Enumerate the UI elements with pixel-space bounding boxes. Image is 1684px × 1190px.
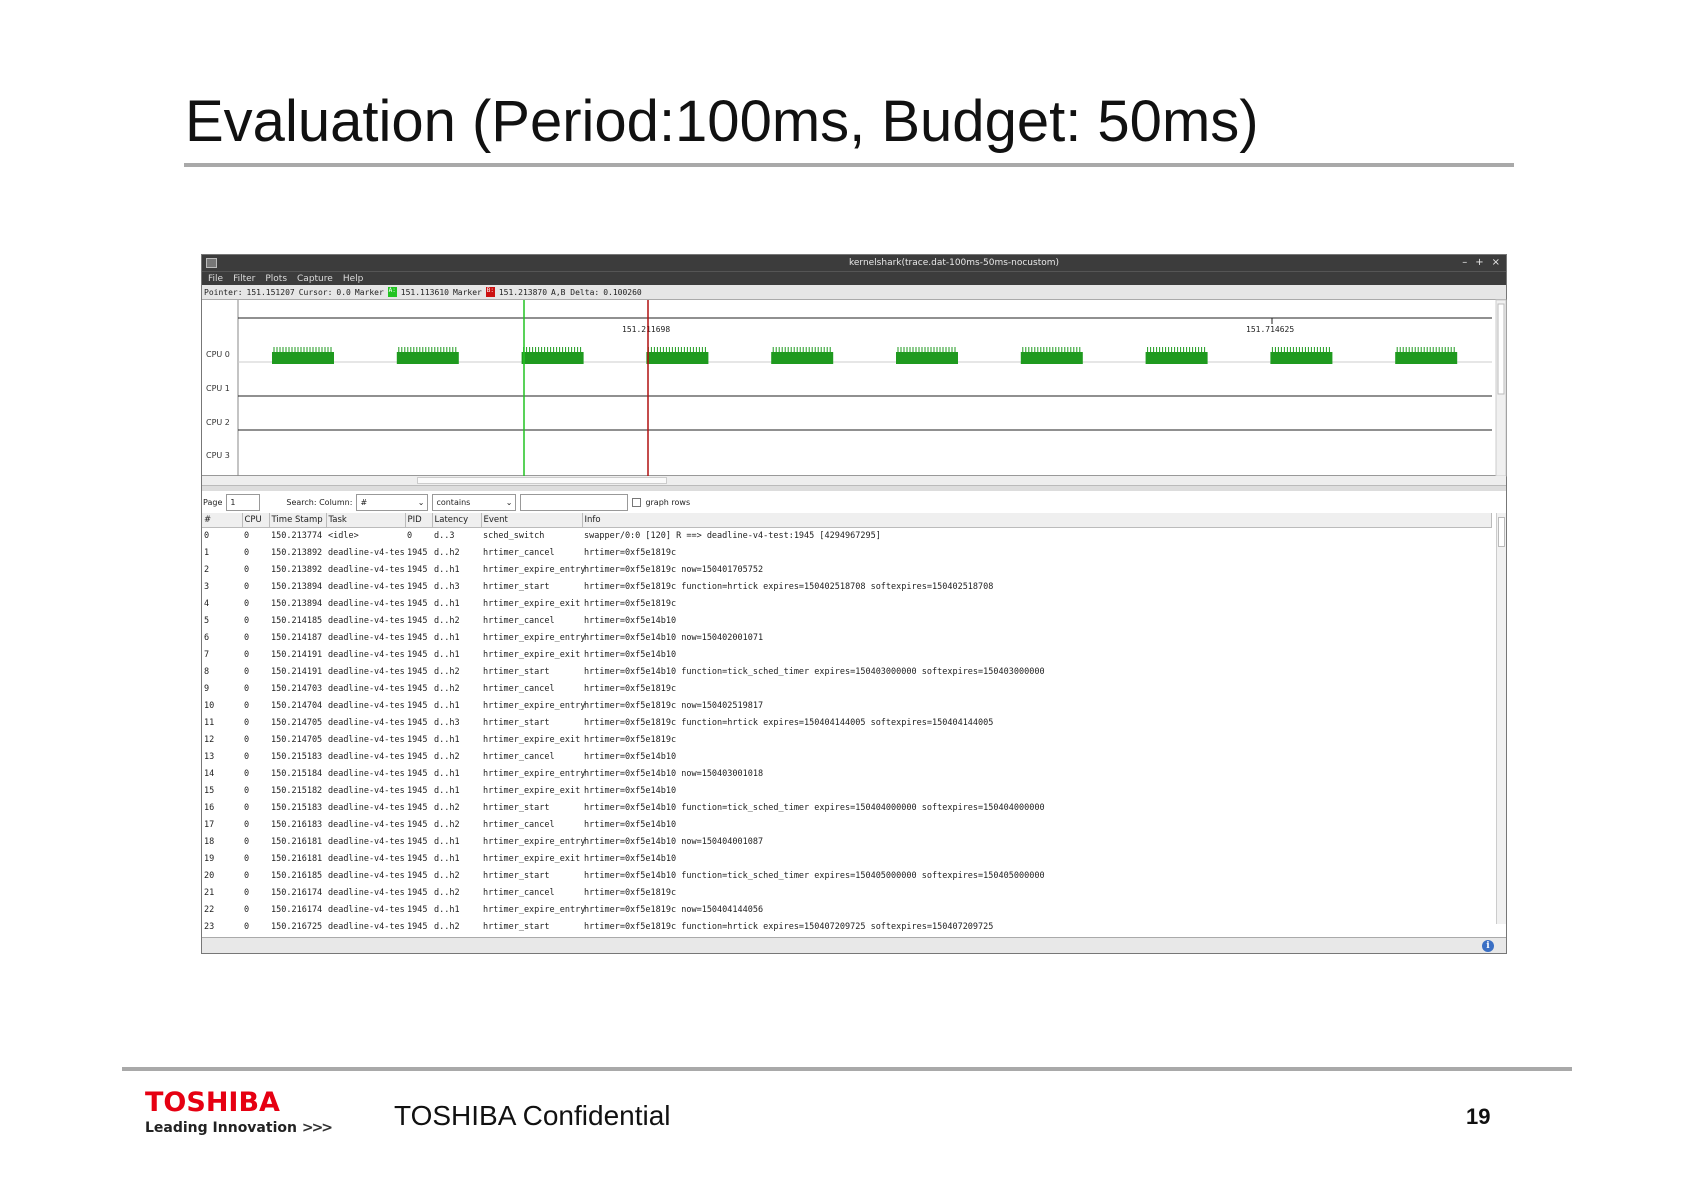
table-cell-timestamp: 150.213892 — [271, 547, 323, 558]
page-spinbox[interactable] — [226, 494, 260, 511]
table-cell-cpu: 0 — [244, 717, 250, 728]
table-cell-num: 8 — [204, 666, 210, 677]
column-header-info[interactable]: Info — [582, 513, 1492, 527]
table-cell-task: deadline-v4-tes — [328, 921, 405, 932]
table-cell-event: hrtimer_cancel — [483, 615, 555, 626]
table-cell-timestamp: 150.214191 — [271, 666, 323, 677]
table-row[interactable] — [202, 629, 1492, 646]
table-cell-event: hrtimer_start — [483, 921, 550, 932]
table-row[interactable] — [202, 799, 1492, 816]
table-row[interactable] — [202, 663, 1492, 680]
event-table-area — [202, 513, 1506, 932]
table-cell-latency: d..h2 — [434, 887, 460, 898]
table-cell-event: hrtimer_cancel — [483, 751, 555, 762]
table-cell-event: hrtimer_expire_entry — [483, 836, 586, 847]
table-row[interactable] — [202, 646, 1492, 663]
table-cell-event: hrtimer_expire_entry — [483, 632, 586, 643]
timestamp-label: 151.211698 — [622, 325, 671, 334]
table-cell-pid: 1945 — [407, 751, 428, 762]
table-cell-info: hrtimer=0xf5e1819c now=150402519817 — [584, 700, 764, 711]
table-cell-event: hrtimer_start — [483, 581, 550, 592]
table-cell-event: hrtimer_expire_entry — [483, 768, 586, 779]
table-cell-cpu: 0 — [244, 615, 250, 626]
table-cell-cpu: 0 — [244, 530, 250, 541]
table-cell-info: hrtimer=0xf5e1819c function=hrtick expires=150404144005 softexpires=150404144005 — [584, 717, 994, 728]
table-cell-pid: 1945 — [407, 836, 428, 847]
table-cell-num: 1 — [204, 547, 210, 558]
slide-title: Evaluation (Period:100ms, Budget: 50ms) — [185, 89, 1259, 154]
brand-logo — [145, 1087, 331, 1136]
table-vscrollbar[interactable] — [1496, 513, 1506, 924]
table-cell-pid: 1945 — [407, 717, 428, 728]
window-titlebar — [202, 255, 1506, 271]
table-cell-timestamp: 150.215182 — [271, 785, 323, 796]
table-cell-latency: d..h2 — [434, 683, 460, 694]
table-row[interactable] — [202, 765, 1492, 782]
table-cell-latency: d..h2 — [434, 547, 460, 558]
table-row[interactable] — [202, 561, 1492, 578]
table-cell-event: hrtimer_start — [483, 870, 550, 881]
table-cell-pid: 1945 — [407, 870, 428, 881]
table-cell-num: 5 — [204, 615, 210, 626]
table-cell-cpu: 0 — [244, 581, 250, 592]
table-cell-info: hrtimer=0xf5e14b10 — [584, 819, 677, 830]
table-cell-latency: d..3 — [434, 530, 455, 541]
table-cell-pid: 1945 — [407, 683, 428, 694]
brand-name: TOSHIBA — [145, 1087, 280, 1118]
table-cell-task: deadline-v4-tes — [328, 853, 405, 864]
graph-hscrollbar[interactable] — [202, 476, 1506, 486]
table-cell-num: 19 — [204, 853, 215, 864]
column-value: # — [360, 497, 368, 507]
table-cell-event: hrtimer_cancel — [483, 887, 555, 898]
marker-b-label: Marker — [452, 287, 482, 297]
table-row[interactable] — [202, 833, 1492, 850]
column-select[interactable] — [356, 494, 428, 511]
table-cell-latency: d..h1 — [434, 598, 460, 609]
table-cell-timestamp: 150.216183 — [271, 819, 323, 830]
table-cell-num: 11 — [204, 717, 215, 728]
search-controls — [202, 491, 1506, 513]
cpu-0-bursts — [272, 347, 1457, 364]
table-cell-task: deadline-v4-tes — [328, 734, 405, 745]
table-cell-cpu: 0 — [244, 564, 250, 575]
table-cell-pid: 1945 — [407, 734, 428, 745]
table-cell-cpu: 0 — [244, 751, 250, 762]
table-cell-event: hrtimer_cancel — [483, 819, 555, 830]
table-cell-pid: 1945 — [407, 649, 428, 660]
table-cell-timestamp: 150.216181 — [271, 836, 323, 847]
table-cell-num: 23 — [204, 921, 215, 932]
table-cell-latency: d..h1 — [434, 734, 460, 745]
table-row[interactable] — [202, 850, 1492, 867]
table-cell-event: hrtimer_start — [483, 802, 550, 813]
marker-a-button[interactable]: A: — [388, 287, 397, 297]
delta-label: A,B Delta: — [551, 287, 600, 297]
cpu-1-label: CPU 1 — [206, 384, 230, 393]
table-cell-task: deadline-v4-tes — [328, 666, 405, 677]
cpu-2-label: CPU 2 — [206, 418, 230, 427]
table-cell-timestamp: 150.214187 — [271, 632, 323, 643]
table-cell-cpu: 0 — [244, 802, 250, 813]
table-cell-pid: 1945 — [407, 921, 428, 932]
delta-value: 0.100260 — [603, 287, 642, 297]
table-cell-timestamp: 150.214705 — [271, 717, 323, 728]
table-cell-info: hrtimer=0xf5e14b10 — [584, 751, 677, 762]
table-cell-info: hrtimer=0xf5e1819c — [584, 598, 677, 609]
table-cell-num: 6 — [204, 632, 210, 643]
table-cell-timestamp: 150.216725 — [271, 921, 323, 932]
table-cell-task: deadline-v4-tes — [328, 751, 405, 762]
table-cell-info: hrtimer=0xf5e14b10 — [584, 785, 677, 796]
page-number: 19 — [1466, 1104, 1491, 1129]
table-row[interactable] — [202, 697, 1492, 714]
table-cell-num: 17 — [204, 819, 215, 830]
table-cell-task: deadline-v4-tes — [328, 683, 405, 694]
table-cell-timestamp: 150.215184 — [271, 768, 323, 779]
table-row[interactable] — [202, 731, 1492, 748]
menu-bar — [202, 271, 1506, 285]
table-cell-event: hrtimer_expire_entry — [483, 700, 586, 711]
table-cell-num: 22 — [204, 904, 215, 915]
table-cell-task: deadline-v4-tes — [328, 802, 405, 813]
table-cell-cpu: 0 — [244, 887, 250, 898]
table-cell-timestamp: 150.216174 — [271, 887, 323, 898]
table-cell-event: hrtimer_expire_exit — [483, 598, 581, 609]
table-cell-info: hrtimer=0xf5e1819c now=150401705752 — [584, 564, 764, 575]
window-title: kernelshark(trace.dat-100ms-50ms-nocustom) — [848, 258, 1060, 268]
table-cell-info: hrtimer=0xf5e1819c now=150404144056 — [584, 904, 764, 915]
table-cell-pid: 1945 — [407, 887, 428, 898]
table-row[interactable] — [202, 680, 1492, 697]
table-cell-info: hrtimer=0xf5e14b10 — [584, 649, 677, 660]
table-cell-timestamp: 150.213894 — [271, 598, 323, 609]
brand-tagline — [145, 1120, 331, 1136]
table-cell-task: deadline-v4-tes — [328, 836, 405, 847]
table-cell-cpu: 0 — [244, 632, 250, 643]
table-cell-latency: d..h3 — [434, 717, 460, 728]
table-cell-latency: d..h2 — [434, 666, 460, 677]
table-cell-task: deadline-v4-tes — [328, 768, 405, 779]
marker-b-value: 151.213870 — [498, 287, 548, 297]
table-cell-info: hrtimer=0xf5e14b10 function=tick_sched_timer expires=150405000000 softexpires=150405000000 — [584, 870, 1045, 881]
table-cell-latency: d..h1 — [434, 853, 460, 864]
table-cell-cpu: 0 — [244, 870, 250, 881]
match-select[interactable] — [432, 494, 516, 511]
table-cell-latency: d..h1 — [434, 564, 460, 575]
table-cell-task: deadline-v4-tes — [328, 887, 405, 898]
menu-capture[interactable]: Capture — [297, 273, 333, 284]
table-row[interactable] — [202, 748, 1492, 765]
table-cell-latency: d..h3 — [434, 581, 460, 592]
table-cell-info: hrtimer=0xf5e14b10 now=150402001071 — [584, 632, 764, 643]
cpu-0-label: CPU 0 — [206, 350, 230, 359]
table-cell-num: 21 — [204, 887, 215, 898]
table-cell-info: hrtimer=0xf5e1819c — [584, 734, 677, 745]
table-cell-cpu: 0 — [244, 683, 250, 694]
table-cell-pid: 1945 — [407, 564, 428, 575]
table-cell-timestamp: 150.215183 — [271, 751, 323, 762]
graph-rows-checkbox[interactable] — [632, 498, 641, 507]
table-cell-event: hrtimer_expire_entry — [483, 564, 586, 575]
table-cell-num: 4 — [204, 598, 210, 609]
table-cell-timestamp: 150.213774 — [271, 530, 323, 541]
table-cell-num: 16 — [204, 802, 215, 813]
table-cell-event: hrtimer_expire_exit — [483, 785, 581, 796]
search-input[interactable] — [520, 494, 628, 511]
table-cell-event: hrtimer_cancel — [483, 547, 555, 558]
graph-rows-label: graph rows — [645, 497, 691, 507]
table-row[interactable] — [202, 612, 1492, 629]
table-cell-timestamp: 150.216181 — [271, 853, 323, 864]
table-row[interactable] — [202, 578, 1492, 595]
chevron-down-icon: ⌄ — [505, 497, 513, 507]
table-cell-pid: 1945 — [407, 904, 428, 915]
table-cell-latency: d..h2 — [434, 802, 460, 813]
window-controls — [1462, 257, 1500, 268]
table-cell-pid: 1945 — [407, 632, 428, 643]
table-cell-num: 3 — [204, 581, 210, 592]
table-cell-cpu: 0 — [244, 700, 250, 711]
menu-file[interactable]: File — [208, 273, 224, 284]
table-cell-latency: d..h2 — [434, 870, 460, 881]
table-cell-task: deadline-v4-tes — [328, 632, 405, 643]
table-cell-pid: 1945 — [407, 802, 428, 813]
table-row[interactable] — [202, 884, 1492, 901]
table-cell-pid: 1945 — [407, 768, 428, 779]
pointer-value: 151.151207 — [246, 287, 295, 297]
marker-b-button[interactable]: B: — [486, 287, 495, 297]
table-cell-timestamp: 150.214191 — [271, 649, 323, 660]
event-table — [202, 513, 1492, 935]
table-cell-event: hrtimer_cancel — [483, 683, 555, 694]
table-cell-cpu: 0 — [244, 785, 250, 796]
table-cell-info: hrtimer=0xf5e1819c function=hrtick expires=150402518708 softexpires=150402518708 — [584, 581, 994, 592]
table-cell-event: sched_switch — [483, 530, 545, 541]
cpu-3-label: CPU 3 — [206, 451, 230, 460]
cursor-value: 0.0 — [336, 287, 351, 297]
table-cell-info: hrtimer=0xf5e14b10 now=150404001087 — [584, 836, 764, 847]
table-cell-pid: 1945 — [407, 547, 428, 558]
table-row[interactable] — [202, 595, 1492, 612]
menu-plots[interactable]: Plots — [265, 273, 288, 284]
table-cell-latency: d..h1 — [434, 785, 460, 796]
timestamp-label: 151.714625 — [1246, 325, 1295, 334]
table-cell-event: hrtimer_expire_entry — [483, 904, 586, 915]
table-cell-task: deadline-v4-tes — [328, 598, 405, 609]
table-cell-cpu: 0 — [244, 904, 250, 915]
table-cell-latency: d..h2 — [434, 819, 460, 830]
marker-a-label: Marker — [354, 287, 384, 297]
table-cell-timestamp: 150.213892 — [271, 564, 323, 575]
table-cell-pid: 1945 — [407, 819, 428, 830]
table-cell-task: deadline-v4-tes — [328, 581, 405, 592]
page-value: 1 — [230, 497, 236, 507]
table-vscroll-thumb[interactable] — [1498, 517, 1505, 547]
table-cell-num: 2 — [204, 564, 210, 575]
table-cell-cpu: 0 — [244, 853, 250, 864]
table-cell-latency: d..h2 — [434, 921, 460, 932]
table-cell-latency: d..h2 — [434, 615, 460, 626]
column-header-task[interactable]: Task — [326, 513, 405, 527]
table-cell-info: hrtimer=0xf5e14b10 — [584, 853, 677, 864]
table-cell-timestamp: 150.216174 — [271, 904, 323, 915]
table-cell-task: deadline-v4-tes — [328, 649, 405, 660]
table-body — [202, 527, 1492, 935]
maximize-icon[interactable]: + — [1475, 257, 1484, 268]
table-cell-task: deadline-v4-tes — [328, 700, 405, 711]
table-cell-info: hrtimer=0xf5e1819c function=hrtick expires=150407209725 softexpires=150407209725 — [584, 921, 994, 932]
table-cell-timestamp: 150.216185 — [271, 870, 323, 881]
table-cell-task: deadline-v4-tes — [328, 547, 405, 558]
menu-filter[interactable]: Filter — [233, 273, 256, 284]
table-cell-task: <idle> — [328, 530, 359, 541]
table-cell-timestamp: 150.214185 — [271, 615, 323, 626]
table-cell-cpu: 0 — [244, 666, 250, 677]
cursor-label: Cursor: — [298, 287, 333, 297]
table-cell-task: deadline-v4-tes — [328, 870, 405, 881]
table-row[interactable] — [202, 527, 1492, 544]
kernelshark-window — [201, 254, 1507, 954]
table-cell-cpu: 0 — [244, 547, 250, 558]
info-icon[interactable]: i — [1482, 940, 1494, 952]
table-cell-pid: 1945 — [407, 598, 428, 609]
table-cell-timestamp: 150.213894 — [271, 581, 323, 592]
column-header-pid[interactable]: PID — [405, 513, 432, 527]
brand-chevrons: >>> — [301, 1120, 332, 1136]
table-cell-latency: d..h1 — [434, 904, 460, 915]
table-cell-cpu: 0 — [244, 649, 250, 660]
table-cell-task: deadline-v4-tes — [328, 785, 405, 796]
pointer-label: Pointer: — [204, 287, 243, 297]
marker-a-value: 151.113610 — [400, 287, 449, 297]
table-cell-latency: d..h2 — [434, 751, 460, 762]
table-cell-event: hrtimer_expire_exit — [483, 649, 581, 660]
table-row[interactable] — [202, 901, 1492, 918]
brand-tagline-text: Leading Innovation — [145, 1120, 297, 1136]
table-cell-timestamp: 150.214704 — [271, 700, 323, 711]
search-column-label: Search: Column: — [286, 497, 353, 507]
table-cell-num: 14 — [204, 768, 215, 779]
table-cell-event: hrtimer_expire_exit — [483, 734, 581, 745]
table-cell-info: hrtimer=0xf5e14b10 — [584, 615, 677, 626]
column-header-cpu[interactable]: CPU — [242, 513, 269, 527]
table-cell-pid: 1945 — [407, 700, 428, 711]
table-cell-num: 13 — [204, 751, 215, 762]
table-cell-num: 0 — [204, 530, 210, 541]
minimize-icon[interactable]: – — [1462, 257, 1468, 268]
table-cell-pid: 1945 — [407, 666, 428, 677]
title-divider — [184, 163, 1514, 167]
column-header-num[interactable]: # — [202, 513, 242, 527]
table-cell-info: hrtimer=0xf5e1819c — [584, 887, 677, 898]
table-cell-cpu: 0 — [244, 921, 250, 932]
table-cell-latency: d..h1 — [434, 768, 460, 779]
table-cell-pid: 1945 — [407, 853, 428, 864]
table-row[interactable] — [202, 544, 1492, 561]
table-cell-task: deadline-v4-tes — [328, 819, 405, 830]
table-cell-pid: 1945 — [407, 785, 428, 796]
table-row[interactable] — [202, 816, 1492, 833]
table-cell-info: hrtimer=0xf5e1819c — [584, 683, 677, 694]
table-cell-event: hrtimer_expire_exit — [483, 853, 581, 864]
table-cell-event: hrtimer_start — [483, 666, 550, 677]
table-cell-timestamp: 150.215183 — [271, 802, 323, 813]
table-cell-timestamp: 150.214705 — [271, 734, 323, 745]
chevron-down-icon: ⌄ — [417, 497, 425, 507]
menu-help[interactable]: Help — [342, 273, 364, 284]
page-label: Page — [203, 497, 223, 507]
table-cell-cpu: 0 — [244, 598, 250, 609]
column-header-event[interactable]: Event — [481, 513, 582, 527]
table-cell-latency: d..h1 — [434, 649, 460, 660]
table-cell-num: 7 — [204, 649, 210, 660]
table-header — [202, 513, 1492, 527]
table-cell-task: deadline-v4-tes — [328, 564, 405, 575]
table-cell-pid: 1945 — [407, 615, 428, 626]
close-icon[interactable]: × — [1491, 257, 1500, 268]
table-row[interactable] — [202, 782, 1492, 799]
column-header-timestamp[interactable]: Time Stamp — [269, 513, 326, 527]
table-cell-cpu: 0 — [244, 819, 250, 830]
table-cell-num: 10 — [204, 700, 215, 711]
table-cell-event: hrtimer_start — [483, 717, 550, 728]
table-cell-task: deadline-v4-tes — [328, 717, 405, 728]
table-cell-latency: d..h1 — [434, 836, 460, 847]
table-cell-pid: 0 — [407, 530, 413, 541]
table-cell-info: hrtimer=0xf5e14b10 now=150403001018 — [584, 768, 764, 779]
table-cell-info: hrtimer=0xf5e14b10 function=tick_sched_timer expires=150404000000 softexpires=150404000000 — [584, 802, 1045, 813]
match-value: contains — [436, 497, 471, 507]
table-cell-pid: 1945 — [407, 581, 428, 592]
table-cell-num: 20 — [204, 870, 215, 881]
table-row[interactable] — [202, 714, 1492, 731]
table-cell-task: deadline-v4-tes — [328, 904, 405, 915]
table-cell-num: 18 — [204, 836, 215, 847]
table-cell-info: hrtimer=0xf5e1819c — [584, 547, 677, 558]
table-row[interactable] — [202, 918, 1492, 935]
table-cell-cpu: 0 — [244, 734, 250, 745]
confidential-label: TOSHIBA Confidential — [394, 1100, 671, 1131]
table-cell-latency: d..h1 — [434, 700, 460, 711]
column-header-latency[interactable]: Latency — [432, 513, 481, 527]
footer-divider — [122, 1067, 1572, 1071]
table-cell-timestamp: 150.214703 — [271, 683, 323, 694]
table-cell-info: swapper/0:0 [120] R ==> deadline-v4-test:1945 [4294967295] — [584, 530, 881, 541]
table-cell-info: hrtimer=0xf5e14b10 function=tick_sched_timer expires=150403000000 softexpires=150403000000 — [584, 666, 1045, 677]
table-row[interactable] — [202, 867, 1492, 884]
status-bar — [202, 937, 1506, 953]
table-cell-cpu: 0 — [244, 768, 250, 779]
table-cell-cpu: 0 — [244, 836, 250, 847]
table-cell-num: 12 — [204, 734, 215, 745]
graph-plot-area[interactable] — [202, 300, 1506, 476]
table-cell-num: 9 — [204, 683, 210, 694]
table-cell-latency: d..h1 — [434, 632, 460, 643]
table-cell-num: 15 — [204, 785, 215, 796]
graph-hscroll-thumb[interactable] — [417, 477, 667, 484]
pointer-bar — [202, 285, 1506, 300]
graph-vscroll-thumb[interactable] — [1498, 304, 1504, 394]
table-cell-task: deadline-v4-tes — [328, 615, 405, 626]
